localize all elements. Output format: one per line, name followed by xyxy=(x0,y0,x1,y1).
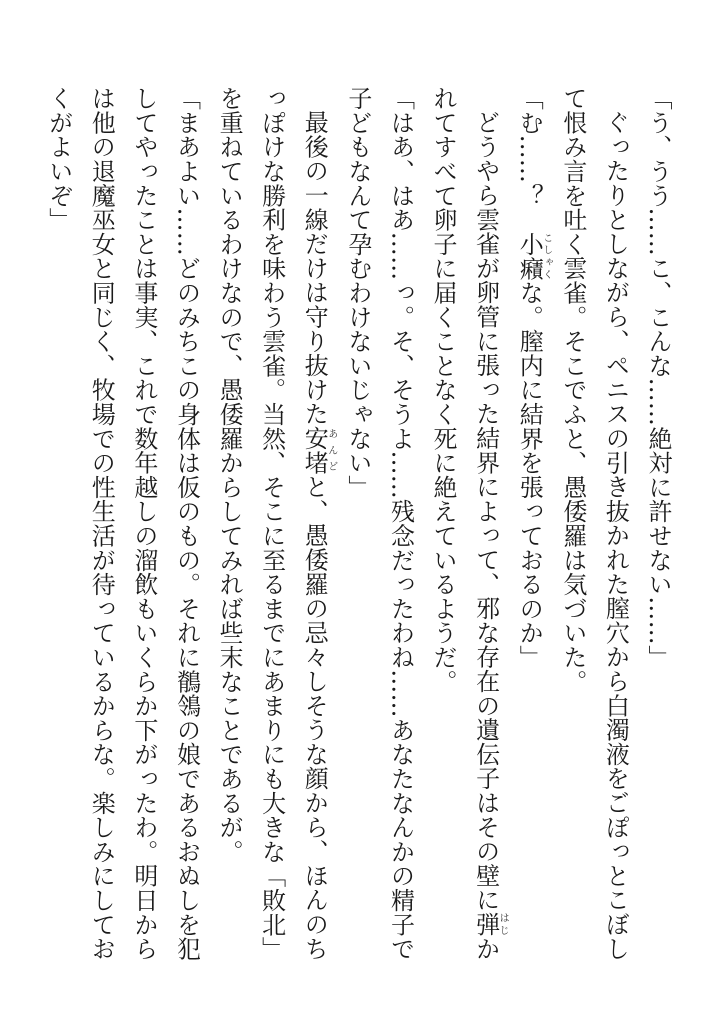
text-segment: な。膣内に結界を張っておるのか」 xyxy=(515,280,544,670)
text-segment: と、愚倭羅の忌々しそうな顔から、ほんのちっぽけな勝利を味わう雲雀。当然、そこに至るまでにあまりにも大きな「敗北」を重ねているわけなので、愚倭羅からしてみれば些末なことであるが。 xyxy=(215,86,329,961)
paragraph-narration-1 xyxy=(551,86,636,976)
text-segment: どうやら雲雀が卵管に張った結界によって、邪な存在の遺伝子はその壁に xyxy=(471,110,500,912)
text-segment: 「はあ、はあ……っ。そ、そうよ……残念だったわね……あなたなんかの精子で子どもなんて孕むわけないじゃない」 xyxy=(343,86,415,961)
ruby-base: 小癪 xyxy=(515,231,544,281)
ruby-base: 安堵 xyxy=(300,425,329,475)
ruby-word xyxy=(471,911,509,937)
paragraph-narration-3 xyxy=(207,86,336,976)
text-segment: 「む……？ xyxy=(515,86,544,232)
paragraph-dialogue-2 xyxy=(508,86,552,976)
ruby-base: 弾 xyxy=(471,911,500,937)
text-segment: 最後の一線だけは守り抜けた xyxy=(300,110,329,426)
text-segment: かれてすべて卵子に届くことなく死に絶えているようだ。 xyxy=(429,86,500,961)
paragraph-dialogue-3 xyxy=(336,86,421,976)
paragraph-dialogue-4 xyxy=(37,86,207,976)
text-segment: 「まあよい……どのみちこの身体は仮のもの。それに鶺鴒の娘であるおぬしを犯してやったことは事実、これで数年越しの溜飲もいくらか下がったわ。明日からは他の退魔巫女と同じく、牧場での性生活が待っているからな。楽しみにしておくがよいぞ」 xyxy=(44,86,201,961)
paragraph-narration-2 xyxy=(421,86,507,976)
ruby-reading: あんど xyxy=(325,425,337,475)
ruby-word xyxy=(515,231,552,281)
vertical-text-body xyxy=(37,86,679,976)
ruby-reading: こしゃく xyxy=(540,231,552,281)
text-segment: ぐったりとしながら、ペニスの引き抜かれた膣穴から白濁液をごぽっとこぼして恨み言を吐く雲雀。そこでふと、愚倭羅は気づいた。 xyxy=(558,86,630,961)
text-segment: 「う、うう……こ、こんな……絶対に許せない……」 xyxy=(644,86,672,670)
paragraph-dialogue-1 xyxy=(636,86,679,976)
ruby-word xyxy=(300,425,337,475)
ruby-reading: はじ xyxy=(497,911,509,937)
